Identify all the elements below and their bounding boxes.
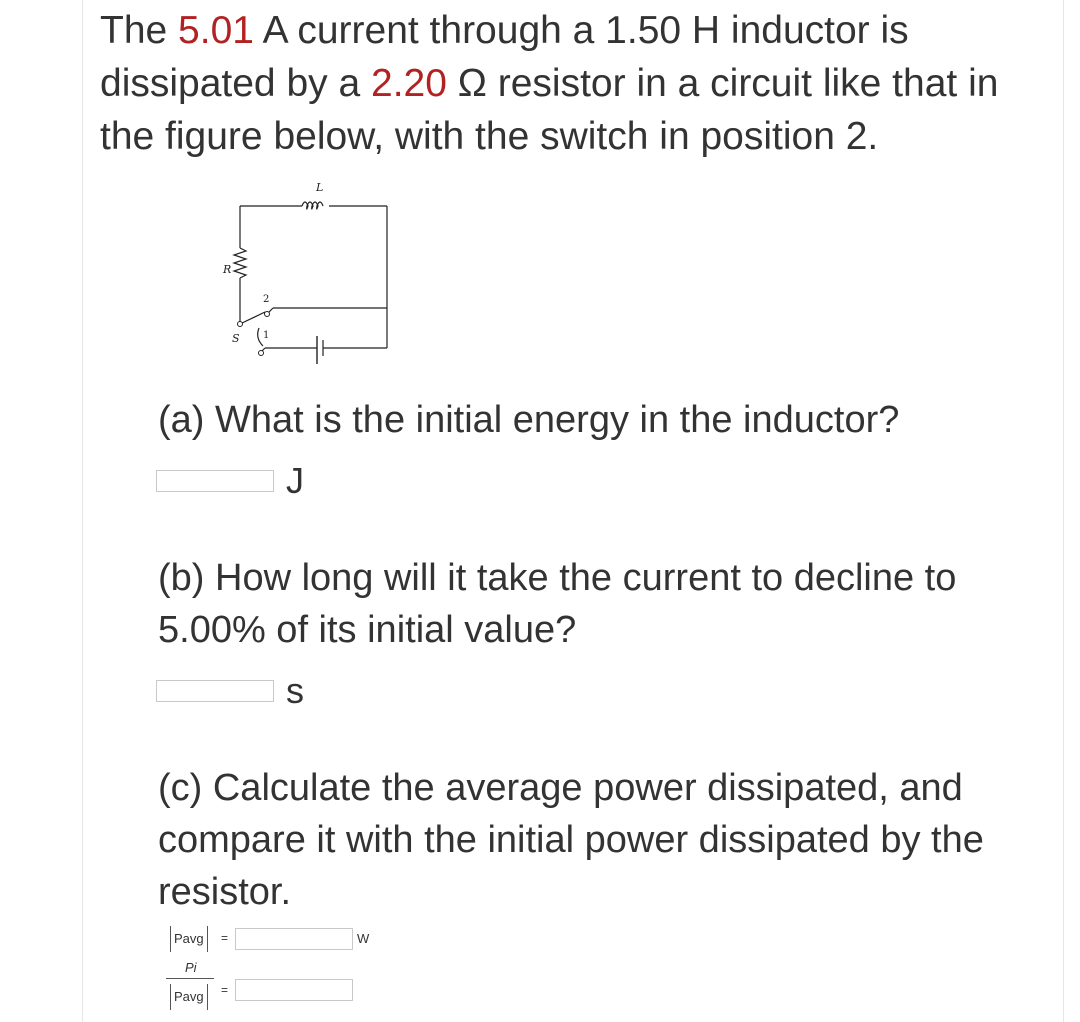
pavg-label: Pavg: [170, 926, 208, 952]
pavg-equals: =: [221, 931, 229, 945]
position-2-label: 2: [263, 294, 270, 305]
problem-text-3: Ω resistor in a circuit like that in the figure below, with the switch in position 2.: [100, 62, 999, 158]
switch-label: S: [232, 332, 240, 345]
ratio-fraction-bar: [166, 978, 214, 979]
answer-b-input[interactable]: [156, 680, 274, 702]
problem-text: The: [100, 9, 179, 52]
ratio-equals: =: [221, 983, 229, 997]
problem-statement: [100, 4, 1040, 163]
answer-a-unit: J: [286, 460, 304, 501]
ratio-input[interactable]: [235, 979, 353, 1001]
ratio-denominator: Pavg: [170, 984, 208, 1010]
answer-b-row: [156, 670, 304, 712]
problem-text-2: A current through a 1.50 H inductor is dissipated by a: [100, 9, 909, 105]
pavg-input[interactable]: [235, 928, 353, 950]
question-b: (b) How long will it take the current to decline to 5.00% of its initial value?: [158, 557, 957, 651]
inductor-symbol: [302, 202, 323, 209]
inductor-label: L: [316, 181, 324, 194]
answer-b-unit: s: [286, 670, 304, 711]
resistor-label: R: [223, 263, 232, 276]
pavg-unit: W: [357, 931, 370, 946]
question-c: (c) Calculate the average power dissipated, and compare it with the initial power dissipated by the resistor.: [158, 767, 984, 913]
answer-a-row: [156, 460, 304, 502]
resistance-value: 2.20: [371, 62, 447, 105]
ratio-numerator: Pi: [185, 960, 197, 975]
current-value: 5.01: [178, 9, 254, 52]
circuit-diagram: [215, 176, 400, 371]
resistor-symbol: [234, 248, 246, 278]
answer-a-input[interactable]: [156, 470, 274, 492]
position-1-label: 1: [263, 330, 270, 341]
question-a: (a) What is the initial energy in the inductor?: [158, 399, 900, 441]
